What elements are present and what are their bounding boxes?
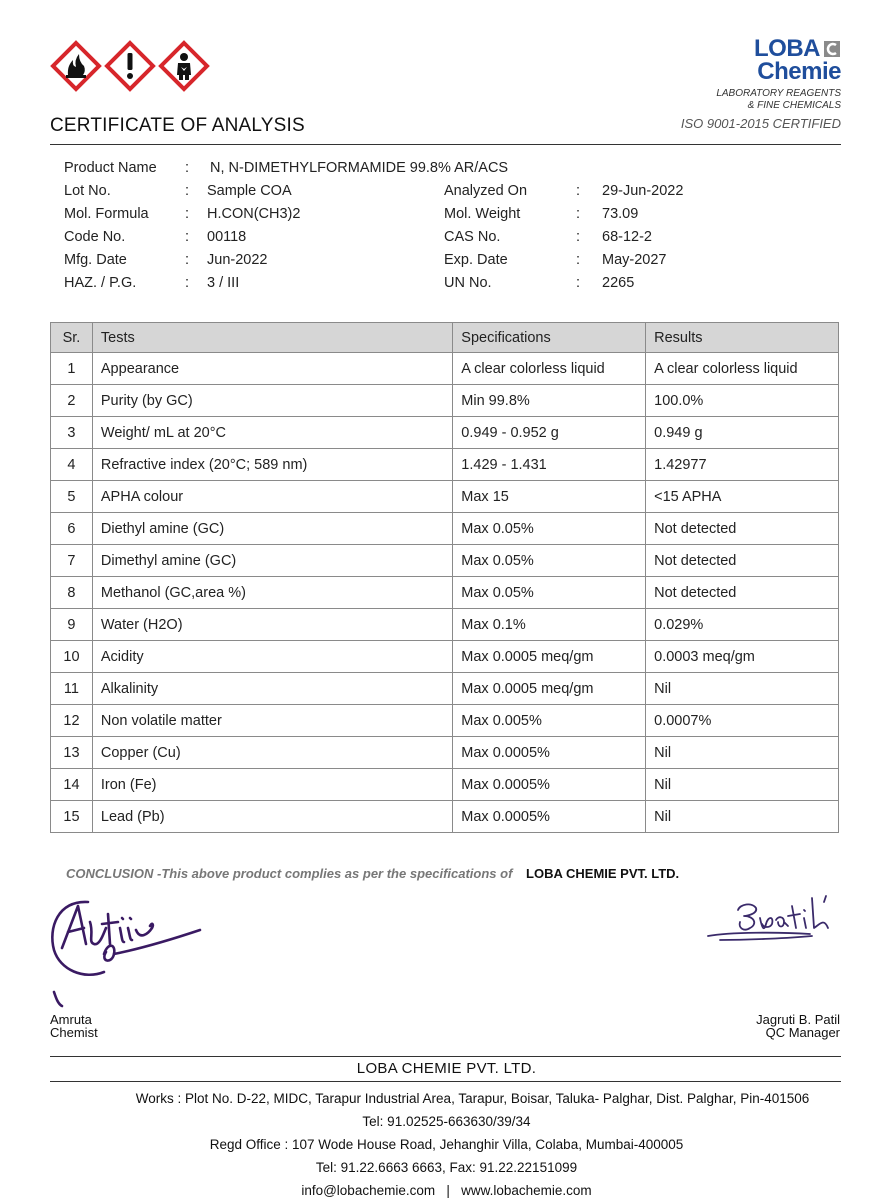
footer-divider-bottom xyxy=(50,1081,841,1082)
colon: : xyxy=(576,275,581,291)
cell-sr: 10 xyxy=(51,641,93,673)
cell-specification: Max 0.0005% xyxy=(453,737,646,769)
product-name-label: Product Name xyxy=(64,160,157,176)
info-label: Code No. xyxy=(64,229,126,245)
cell-sr: 14 xyxy=(51,769,93,801)
cell-test: Purity (by GC) xyxy=(92,385,452,417)
logo-wordmark-line1: LOBA xyxy=(681,38,841,61)
cell-result: <15 APHA xyxy=(646,481,839,513)
cell-sr: 4 xyxy=(51,449,93,481)
cell-sr: 9 xyxy=(51,609,93,641)
info-value: Sample COA xyxy=(207,183,292,199)
qc-manager-role: QC Manager xyxy=(765,1025,840,1040)
cell-sr: 12 xyxy=(51,705,93,737)
product-info-row xyxy=(64,183,824,206)
table-row xyxy=(51,417,839,449)
table-body xyxy=(51,353,839,833)
logo-tagline-1: LABORATORY REAGENTS xyxy=(716,87,841,99)
cell-result: 0.0003 meq/gm xyxy=(646,641,839,673)
cell-sr: 8 xyxy=(51,577,93,609)
cell-sr: 2 xyxy=(51,385,93,417)
info-value: H.CON(CH3)2 xyxy=(207,206,301,222)
info-label: Lot No. xyxy=(64,183,111,199)
cell-specification: Max 0.05% xyxy=(453,577,646,609)
cell-result: Nil xyxy=(646,801,839,833)
cell-test: Weight/ mL at 20°C xyxy=(92,417,452,449)
table-row xyxy=(51,449,839,481)
cell-test: Acidity xyxy=(92,641,452,673)
cell-result: 100.0% xyxy=(646,385,839,417)
conclusion-company: LOBA CHEMIE PVT. LTD. xyxy=(526,866,680,881)
hazard-pictograms xyxy=(50,40,210,92)
footer-company-name: LOBA CHEMIE PVT. LTD. xyxy=(356,1060,537,1077)
cell-result: Nil xyxy=(646,769,839,801)
info-value: Jun-2022 xyxy=(207,252,268,268)
table-row xyxy=(51,609,839,641)
colon: : xyxy=(576,206,581,222)
product-name-row xyxy=(64,160,824,183)
info-label: UN No. xyxy=(444,275,492,291)
cell-test: APHA colour xyxy=(92,481,452,513)
cell-test: Lead (Pb) xyxy=(92,801,452,833)
cell-test: Alkalinity xyxy=(92,673,452,705)
cell-result: Nil xyxy=(646,673,839,705)
info-value: 00118 xyxy=(207,229,247,245)
table-row xyxy=(51,513,839,545)
footer-divider-top xyxy=(50,1056,841,1057)
cell-result: 0.029% xyxy=(646,609,839,641)
cell-result: Not detected xyxy=(646,513,839,545)
info-value: 2265 xyxy=(602,275,635,291)
product-name-value: N, N-DIMETHYLFORMAMIDE 99.8% AR/ACS xyxy=(210,160,509,176)
chemist-role: Chemist xyxy=(50,1025,98,1040)
colon: : xyxy=(185,229,190,245)
cell-test: Non volatile matter xyxy=(92,705,452,737)
colon: : xyxy=(185,252,190,268)
cell-specification: Max 0.0005 meq/gm xyxy=(453,641,646,673)
colon: : xyxy=(576,252,581,268)
logo-tagline-2: & FINE CHEMICALS xyxy=(747,99,841,111)
table-row xyxy=(51,705,839,737)
header-divider xyxy=(50,144,841,145)
table-row xyxy=(51,641,839,673)
cell-result: 0.949 g xyxy=(646,417,839,449)
colon: : xyxy=(576,229,581,245)
colon: : xyxy=(576,183,581,199)
product-info xyxy=(64,160,824,298)
conclusion-text: CONCLUSION -This above product complies as per the specifications of xyxy=(66,866,513,881)
logo-mark-icon xyxy=(823,40,841,58)
header-specifications: Specifications xyxy=(453,323,646,353)
cell-test: Diethyl amine (GC) xyxy=(92,513,452,545)
table-row xyxy=(51,353,839,385)
cell-sr: 11 xyxy=(51,673,93,705)
cell-test: Copper (Cu) xyxy=(92,737,452,769)
info-value: 68-12-2 xyxy=(602,229,652,245)
exclamation-icon xyxy=(104,40,156,92)
cell-specification: Max 0.1% xyxy=(453,609,646,641)
chemist-signature xyxy=(48,888,208,1008)
table-row xyxy=(51,801,839,833)
header-sr: Sr. xyxy=(51,323,93,353)
info-label: Exp. Date xyxy=(444,252,508,268)
info-label: Mfg. Date xyxy=(64,252,127,268)
cell-test: Refractive index (20°C; 589 nm) xyxy=(92,449,452,481)
product-info-row xyxy=(64,229,824,252)
contact-links[interactable]: info@lobachemie.com | www.lobachemie.com xyxy=(301,1183,592,1198)
info-label: HAZ. / P.G. xyxy=(64,275,137,291)
cell-specification: Max 0.05% xyxy=(453,545,646,577)
cell-specification: Max 0.05% xyxy=(453,513,646,545)
table-row xyxy=(51,545,839,577)
cell-specification: Max 0.0005% xyxy=(453,801,646,833)
qc-manager-signature xyxy=(700,888,845,958)
cell-result: 0.0007% xyxy=(646,705,839,737)
header-results: Results xyxy=(646,323,839,353)
info-value: 29-Jun-2022 xyxy=(602,183,684,199)
table-row xyxy=(51,577,839,609)
colon: : xyxy=(185,160,190,176)
cell-specification: Max 0.005% xyxy=(453,705,646,737)
info-label: Mol. Formula xyxy=(64,206,149,222)
analysis-table xyxy=(50,322,839,833)
cell-sr: 15 xyxy=(51,801,93,833)
works-telephone: Tel: 91.02525-663630/39/34 xyxy=(362,1114,531,1129)
cell-specification: Max 15 xyxy=(453,481,646,513)
qc-manager-signer xyxy=(756,1013,840,1039)
flame-icon xyxy=(50,40,102,92)
cell-result: A clear colorless liquid xyxy=(646,353,839,385)
registered-office-telephone: Tel: 91.22.6663 6663, Fax: 91.22.22151099 xyxy=(315,1160,578,1175)
table-header-row xyxy=(51,323,839,353)
info-value: May-2027 xyxy=(602,252,667,268)
cell-sr: 5 xyxy=(51,481,93,513)
info-value: 3 / III xyxy=(207,275,240,291)
cell-result: Not detected xyxy=(646,545,839,577)
document-title: CERTIFICATE OF ANALYSIS xyxy=(50,115,305,136)
info-value: 73.09 xyxy=(602,206,639,222)
cell-specification: A clear colorless liquid xyxy=(453,353,646,385)
cell-result: Nil xyxy=(646,737,839,769)
table-row xyxy=(51,385,839,417)
info-label: CAS No. xyxy=(444,229,501,245)
cell-sr: 7 xyxy=(51,545,93,577)
product-info-row xyxy=(64,275,824,298)
cell-sr: 13 xyxy=(51,737,93,769)
header-tests: Tests xyxy=(92,323,452,353)
cell-test: Dimethyl amine (GC) xyxy=(92,545,452,577)
table-row xyxy=(51,769,839,801)
health-hazard-icon xyxy=(158,40,210,92)
cell-specification: Max 0.0005 meq/gm xyxy=(453,673,646,705)
cell-result: 1.42977 xyxy=(646,449,839,481)
cell-test: Methanol (GC,area %) xyxy=(92,577,452,609)
product-info-rows xyxy=(64,183,824,298)
cell-result: Not detected xyxy=(646,577,839,609)
table-row xyxy=(51,673,839,705)
chemist-name: Amruta xyxy=(50,1012,92,1027)
iso-certification: ISO 9001-2015 CERTIFIED xyxy=(680,115,841,131)
cell-specification: Max 0.0005% xyxy=(453,769,646,801)
table-row xyxy=(51,737,839,769)
conclusion xyxy=(66,866,679,881)
info-label: Mol. Weight xyxy=(444,206,521,222)
colon: : xyxy=(185,183,190,199)
product-info-row xyxy=(64,252,824,275)
works-address: Works : Plot No. D-22, MIDC, Tarapur Industrial Area, Tarapur, Boisar, Taluka- Palghar, Dist. Palghar, Pin-401506 xyxy=(135,1091,810,1106)
product-info-row xyxy=(64,206,824,229)
logo-wordmark-line2: Chemie xyxy=(757,57,841,85)
cell-specification: 1.429 - 1.431 xyxy=(453,449,646,481)
qc-manager-name: Jagruti B. Patil xyxy=(756,1012,840,1027)
table-row xyxy=(51,481,839,513)
cell-test: Water (H2O) xyxy=(92,609,452,641)
cell-specification: 0.949 - 0.952 g xyxy=(453,417,646,449)
cell-sr: 3 xyxy=(51,417,93,449)
registered-office-address: Regd Office : 107 Wode House Road, Jehanghir Villa, Colaba, Mumbai-400005 xyxy=(209,1137,684,1152)
colon: : xyxy=(185,275,190,291)
cell-sr: 1 xyxy=(51,353,93,385)
cell-test: Appearance xyxy=(92,353,452,385)
cell-sr: 6 xyxy=(51,513,93,545)
info-label: Analyzed On xyxy=(444,183,528,199)
chemist-signer xyxy=(50,1013,98,1039)
colon: : xyxy=(185,206,190,222)
cell-specification: Min 99.8% xyxy=(453,385,646,417)
cell-test: Iron (Fe) xyxy=(92,769,452,801)
company-logo xyxy=(680,35,841,131)
